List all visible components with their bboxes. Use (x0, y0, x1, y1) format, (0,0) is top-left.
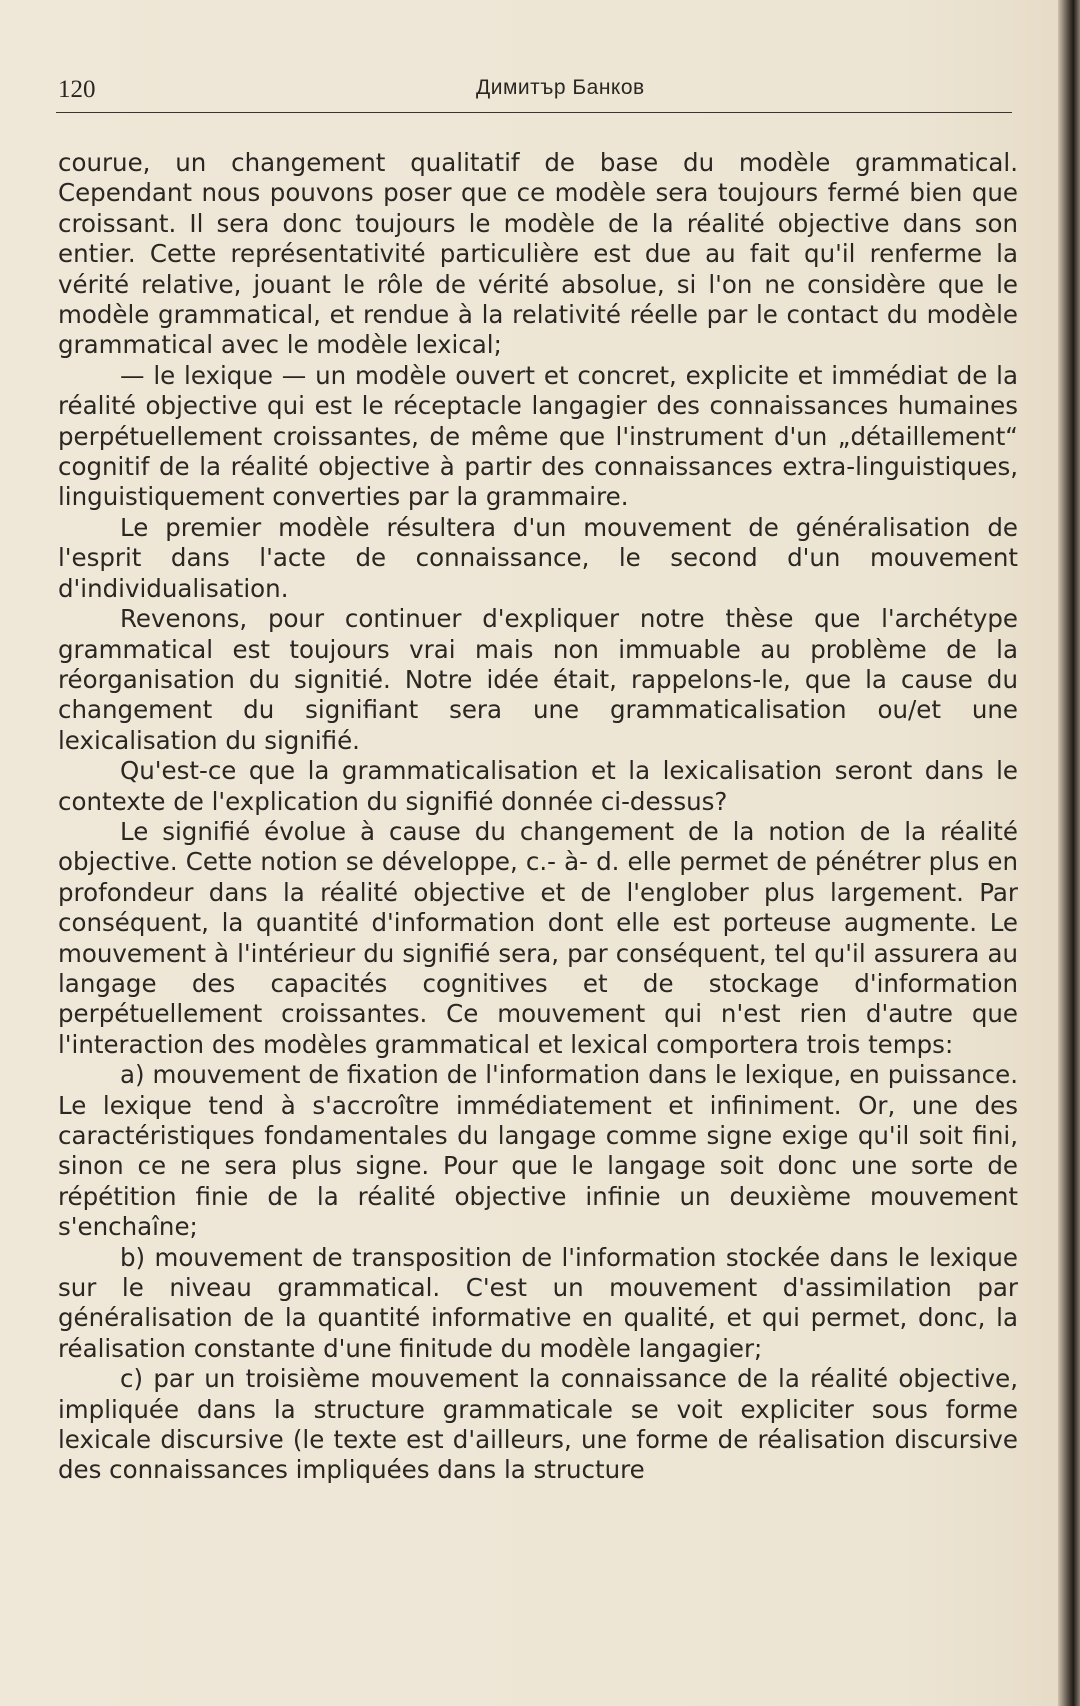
paragraph: — le lexique — un modèle ouvert et concret, explicite et immédiat de la réalité objective qui est le réceptacle langagier des connaissances humaines perpétuellement croissantes, de même que l'instrument d'un „détaillement“ cognitif de la réalité objective à partir des connaissances extra-linguistiques, linguistiquement converties par la grammaire. (58, 360, 1018, 512)
paragraph: courue, un changement qualitatif de base du modèle grammatical. Cependant nous pouvons poser que ce modèle sera toujours fermé bien que croissant. Il sera donc toujours le modèle de la réalité objective dans son entier. Cette représentativité particulière est due au fait qu'il renferme la vérité relative, jouant le rôle de vérité absolue, si l'on ne considère que le modèle grammatical, et rendue à la relativité réelle par le contact du modèle grammatical avec le modèle lexical; (58, 148, 1018, 360)
body-text (58, 148, 1018, 1486)
paragraph: Revenons, pour continuer d'expliquer notre thèse que l'archétype grammatical est toujours vrai mais non immuable au problème de la réorganisation du signitié. Notre idée était, rappelons-le, que la cause du changement du signifiant sera une grammaticalisation ou/et une lexicalisation du signifié. (58, 604, 1018, 755)
paragraph: c) par un troisième mouvement la connaissance de la réalité objective, impliquée dans la structure grammaticale se voit expliciter sous forme lexicale discursive (le texte est d'ailleurs, une forme de réalisation discursive des connaissances impliquées dans la structure (58, 1364, 1018, 1485)
paragraph: Le signifié évolue à cause du changement de la notion de la réalité objective. Cette notion se développe, c.- à- d. elle permet de pénétrer plus en profondeur dans la réalité objective et de l'englober plus largement. Par conséquent, la quantité d'information dont elle est porteuse augmente. Le mouvement à l'intérieur du signifié sera, par conséquent, tel qu'il assurera au langage des capacités cognitives et de stockage d'information perpétuellement croissantes. Ce mouvement qui n'est rien d'autre que l'interaction des modèles grammatical et lexical comportera trois temps: (58, 816, 1018, 1059)
running-head: Димитър Банков (476, 76, 645, 99)
paragraph: Qu'est-ce que la grammaticalisation et la lexicalisation seront dans le contexte de l'explication du signifié donnée ci-dessus? (58, 756, 1018, 816)
paragraph: a) mouvement de fixation de l'information dans le lexique, en puissance. Le lexique tend à s'accroître immédiatement et infiniment. Or, une des caractéristiques fondamentales du langage comme signe exige qu'il soit fini, sinon ce ne sera plus signe. Pour que le langage soit donc une sorte de répétition finie de la réalité objective infinie un deuxième mouvement s'enchaîne; (58, 1060, 1018, 1242)
paragraph: b) mouvement de transposition de l'information stockée dans le lexique sur le niveau grammatical. C'est un mouvement d'assimilation par généralisation de la quantité informative en qualité, et qui permet, donc, la réalisation constante d'une finitude du modèle langagier; (58, 1242, 1018, 1363)
page-number: 120 (58, 76, 96, 103)
paragraph: Le premier modèle résultera d'un mouvement de généralisation de l'esprit dans l'acte de connaissance, le second d'un mouvement d'individualisation. (58, 512, 1018, 603)
page-edge-shadow (1058, 0, 1080, 1706)
page-header (56, 72, 1012, 113)
